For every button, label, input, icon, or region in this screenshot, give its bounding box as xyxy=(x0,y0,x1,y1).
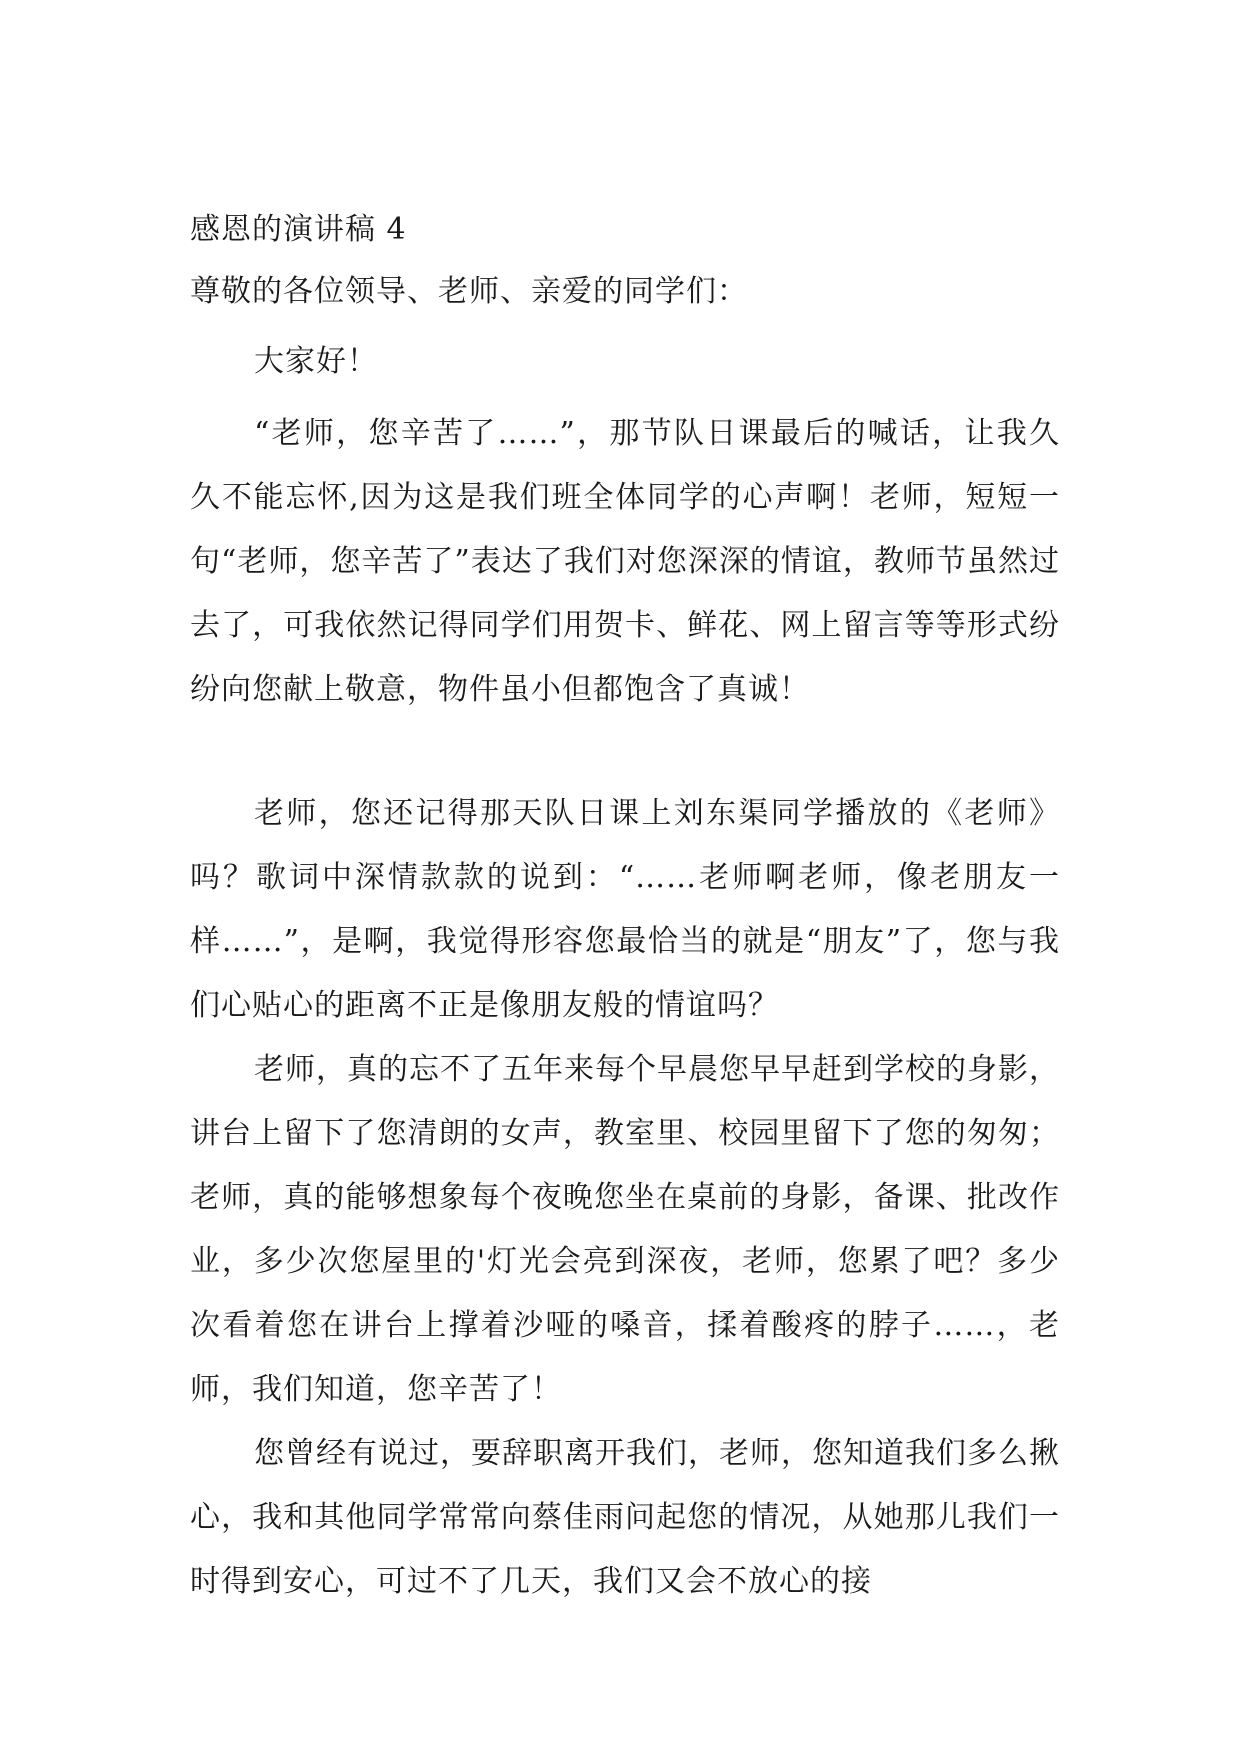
document-body xyxy=(190,210,1060,1614)
salutation: 尊敬的各位领导、老师、亲爱的同学们： xyxy=(190,274,748,309)
greeting: 大家好！ xyxy=(254,344,378,379)
paragraph-4: 您曾经有说过，要辞职离开我们，老师，您知道我们多么揪心，我和其他同学常常向蔡佳雨问起您的情况，从她那儿我们一时得到安心，可过不了几天，我们又会不放心的接 xyxy=(190,1436,1060,1599)
paragraph-2: 老师，您还记得那天队日课上刘东渠同学播放的《老师》吗？歌词中深情款款的说到：“……老师啊老师，像老朋友一样……”，是啊，我觉得形容您最恰当的就是“朋友”了，您与我们心贴心的距离不正是像朋友般的情谊吗？ xyxy=(190,796,1060,1023)
paragraph-3: 老师，真的忘不了五年来每个早晨您早早赶到学校的身影，讲台上留下了您清朗的女声，教室里、校园里留下了您的匆匆；老师，真的能够想象每个夜晚您坐在桌前的身影，备课、批改作业，多少次您屋里的'灯光会亮到深夜，老师，您累了吧？多少次看着您在讲台上撑着沙哑的嗓音，揉着酸疼的脖子……，老师，我们知道，您辛苦了！ xyxy=(190,1052,1060,1407)
paragraph-1: “老师，您辛苦了……”，那节队日课最后的喊话，让我久久不能忘怀,因为这是我们班全体同学的心声啊！老师，短短一句“老师，您辛苦了”表达了我们对您深深的情谊，教师节虽然过去了，可我依然记得同学们用贺卡、鲜花、网上留言等等形式纷纷向您献上敬意，物件虽小但都饱含了真诚！ xyxy=(190,416,1060,707)
document-title: 感恩的演讲稿 4 xyxy=(190,212,407,247)
